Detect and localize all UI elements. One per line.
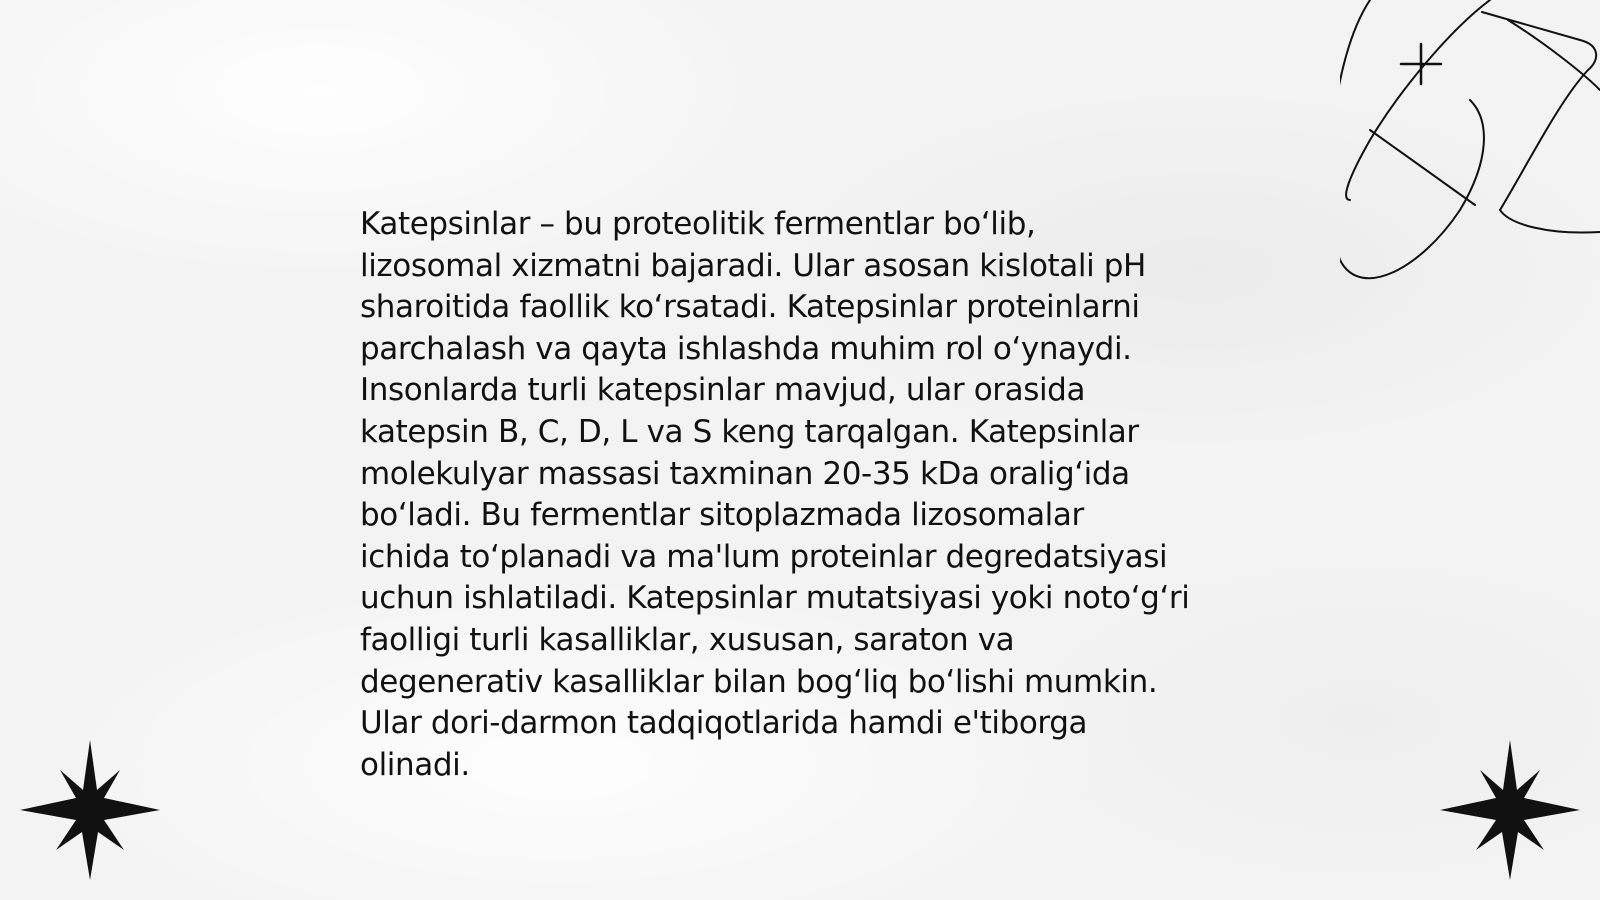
orbit-lines-sparkle-icon xyxy=(1340,0,1600,290)
four-point-star-icon xyxy=(20,740,160,880)
four-point-star-icon xyxy=(1440,740,1580,880)
body-paragraph: Katepsinlar – bu proteolitik fermentlar boʻlib, lizosomal xizmatni bajaradi. Ular asosan kislotali pH sharoitida faollik koʻrsatadi. Katepsinlar proteinlarni parchalash va qayta ishlashda muhim rol oʻynaydi. Insonlarda turli katepsinlar mavjud, ular orasida katepsin B, C, D, L va S keng tarqalgan. Katepsinlar molekulyar massasi taxminan 20-35 kDa oraligʻida boʻladi. Bu fermentlar sitoplazmada lizosomalar ichida toʻplanadi va ma'lum proteinlar degredatsiyasi uchun ishlatiladi. Katepsinlar mutatsiyasi yoki notoʻgʻri faolligi turli kasalliklar, xususan, saraton va degenerativ kasalliklar bilan bogʻliq boʻlishi mumkin. Ular dori-darmon tadqiqotlarida hamdi e'tiborga olinadi. xyxy=(360,206,1190,783)
